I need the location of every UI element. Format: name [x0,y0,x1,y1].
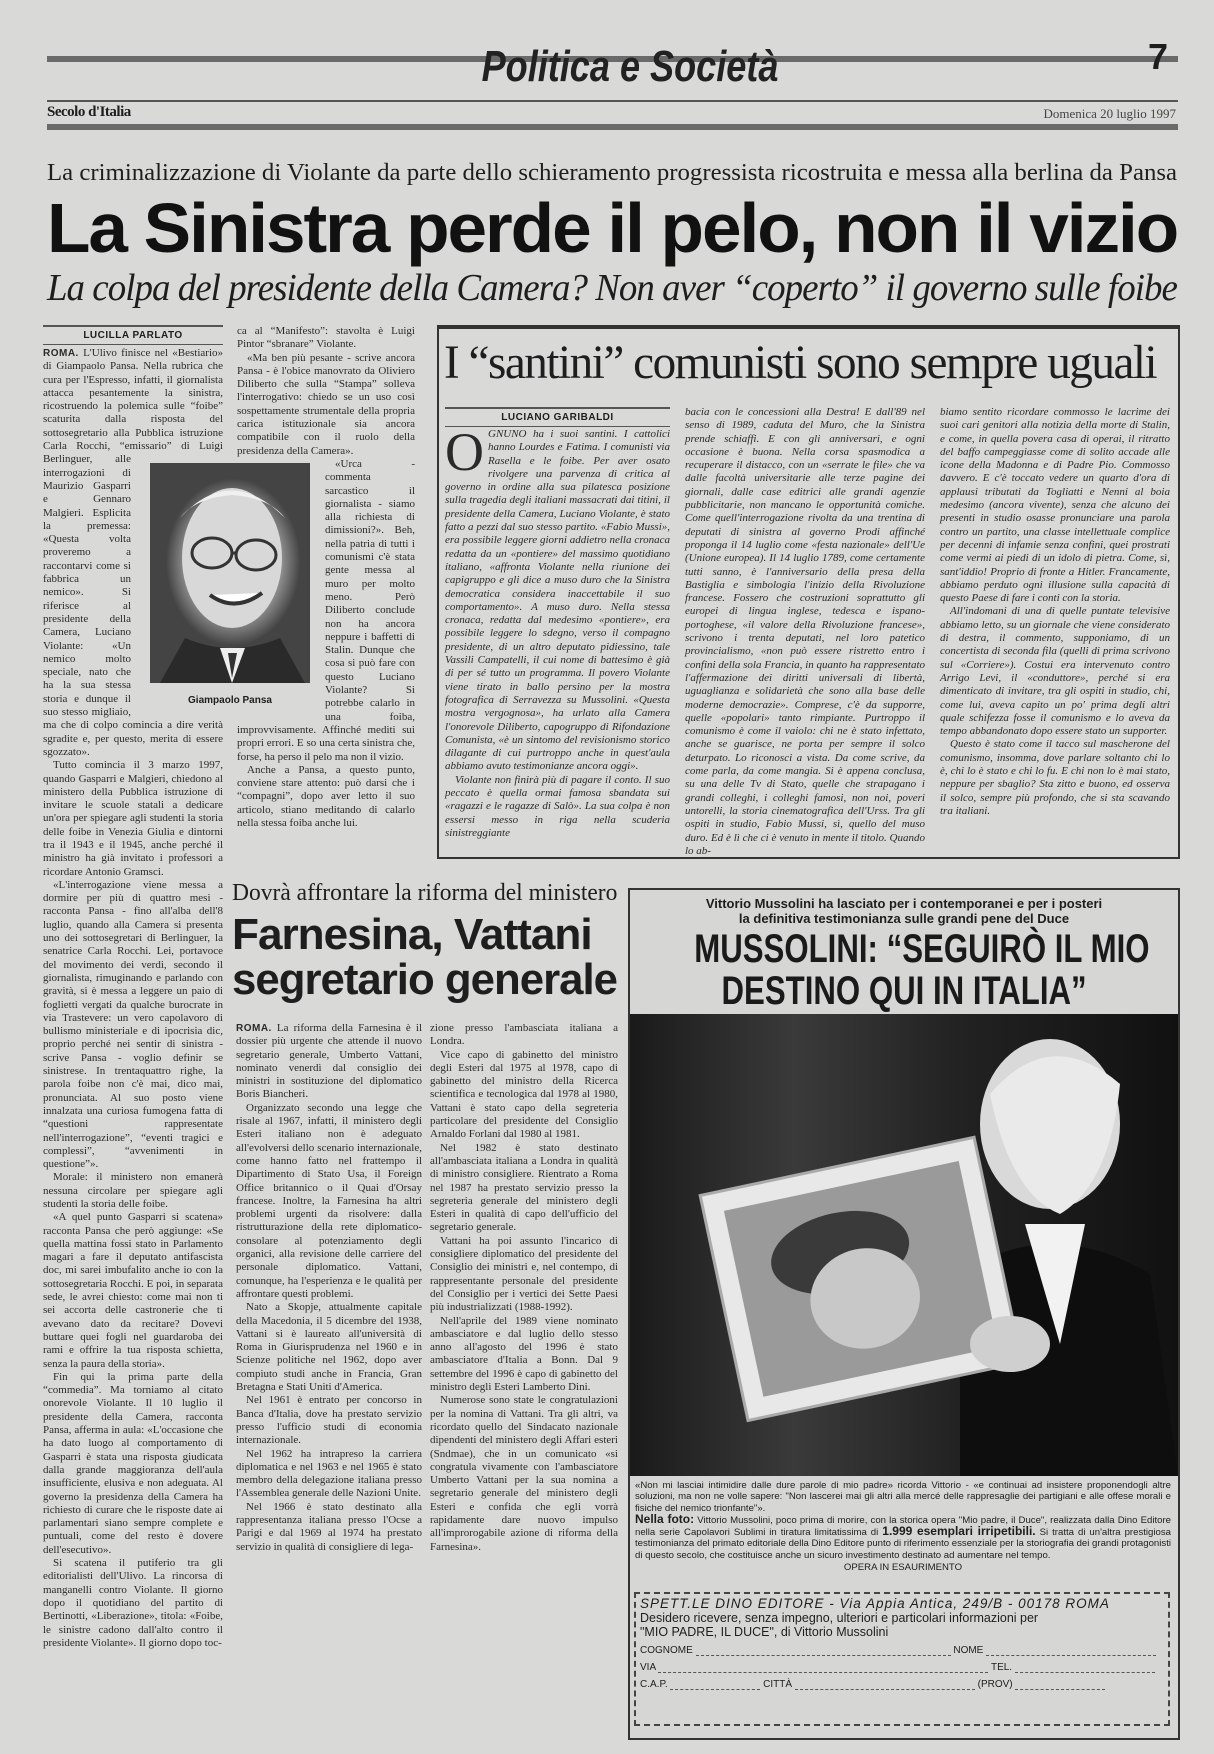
lead-headline-wrap [47,188,1177,268]
santini-column-3 [940,406,1170,846]
paragraph: Questo è stato come il tacco sul mascherone del comunismo, insomma, dove parlare soltanto chi lo è, chi lo è stato e chi lo fu. E chi non lo è mai stato, neppure per sbaglio? Sta zitto e buono, ed osserva il solco, sempre più profondo, che si sta scavando tra italiani. [940,738,1170,817]
paragraph: Violante non finirà più di pagare il conto. Il suo peccato è quella ormai famosa sbandata sui «ragazzi e le ragazze di Salò». La sua colpa è non essersi messo in riga nella scuderia sinistreggiante [445,773,670,839]
zip-label: C.A.P. [640,1679,668,1690]
paragraph: Numerose sono state le congratulazioni per la nomina di Vattani. Tra gli altri, va ricordato quello del Sindacato nazionale dipendenti del ministero degli Affari esteri (Sndmae), che in un comunicato «si congratula vivamente con l'ambasciatore Umberto Vattani per la sua nomina a segretario generale del ministero degli Esteri e confida che egli vorrà rapidamente dare nuovo impulso all'improrogabile azione di riforma della Farnesina». [430,1394,618,1553]
form-address: SPETT.LE DINO EDITORE - Via Appia Antica, 249/B - 00178 ROMA [640,1596,1110,1611]
ad-tagline-line2: la definitiva testimonianza sulle grandi pene del Duce [738,911,1070,926]
paragraph: «Ma ben più pesante - scrive ancora Pansa - è l'obice manovrato da Oliviero Diliberto che sulla “Stampa” solleva l'interrogativo: chiedo se un uso così sospettamente strumentale della propria carica istituzionale sia ancora compatibile con il ruolo della presidenza della Camera». [237,351,415,457]
paragraph: GNUNO ha i suoi santini. I cattolici hanno Lourdes e Fatima. I comunisti via Rasella e le foibe. Per aver osato rivolgere una parvenza di critica al governo in ordine alla sua pilatesca posizione sulla tragedia degli italiani massacrati dai titini, il presidente della Camera, Luciano Violante, è stato fatto a pezzi dal suo stesso partito. «Fabio Mussi», era possibile leggere giorni addietro nella cronaca redatta da un «pontiere» del massimo quotidiano italiano, «affronta Violante nella riunione dei capigruppo e gli dice a muso duro che la Sinistra democratica considera inaccettabile il suo comportamento». A muso duro. Nella stessa cronaca, redatta dal medesimo «pontiere», era possibile leggere lo sdegno, verso il compagno presidente, di un altro deputato pidiessino, tale Vassili Campatelli, il cui nome di battesimo è già di per sé tutto un programma. Il povero Violante viene tirato in ballo persino per la mostra fotografica di Serravezza su Mussolini. «Questa mostra vergognosa», ha urlato alla Camera l'onorevole Diliberto, capogruppo di Rifondazione Comunista, «è un sintomo del revisionismo storico dilagante di cui purtroppo anche in quest'aula abbiamo avuto testimonianze ancora oggi». [445,428,670,773]
name-label: NOME [953,1645,984,1656]
paragraph: «A quel punto Gasparri si scatena» racconta Pansa che però aggiunge: «Se quella mattina fossi stato in Parlamento magari a fare il deputato antifascista doc, mi sarei imbufalito anche io con la sottosegretaria Rocchi. E poi, in separata sede, le avrei chiesto: come mai non ti sei accorta delle castronerie che ti avevano dato da recitare? Dovevi buttare quei fogli nel guardaroba dei rami e offrire la tua risposta schietta, senza la paura della storia». [43,1211,223,1370]
paragraph: bacia con le concessioni alla Destra! E dall'89 nel senso di 1989, caduta del Muro, che la Sinistra prende schiaffi. E con gli anniversari, e ogni occasione è buona. Nella corsa spasmodica a recuperare il distacco, con un «serrate le file» che va dalle facoltà universitarie alle terze pagine dei giornali, dalle case editrici alle grandi agenzie pubblicitarie, non mancano le opportunità comiche. Come quell'interrogazione rivolta da una trentina di deputati di sinistra al governo Prodi affinché proponga il 14 luglio come «festa nazionale» dell'Ue (Unione europea). Il 14 luglio 1789, come certamente tutti sanno, è l'anniversario della presa della Bastiglia e simbologia l'inizio della Rivoluzione francese. Fossero che costruzioni soprattutto gli europei di lingua inglese, tedesca e ispano-portoghese, «il valore della Rivoluzione francese», scrivono i trenta deputati, nel loro patetico provincialismo, «non può essere ristretto entro i confini della sola Francia, in quanto ha rappresentato l'affermazione dei diritti universali di libertà, uguaglianza e solidarietà che sono alla base delle moderne democrazie». Comprese, c'è da supporre, quelle «popolari» tanto rimpiante. Purtroppo il comunismo è come il vaiolo: chi ne è stato infettato, anche se guarisce, ne porta per sempre il solco deturpato. Lo riconosci a vista. Da come scrive, da come parla, da come mangia. Si è appena conclusa, su una delle Tv di Stato, quelle che strapagano i grandi colleghi, i colleghi famosi, non noi, poveri untorelli, la storia cinematografica dell'Urss. Tra gli ospiti in studio, Fabio Mussi, sì, quello del muso duro. Ed è lì che ci è venuto in mente il titolo. Quando lo ab- [685,406,925,857]
santini-headline: I “santini” comunisti sono sempre uguali [444,336,1157,389]
phone-label: TEL. [990,1662,1013,1673]
farnesina-headline-line1: Farnesina, Vattani [232,910,592,959]
section-title: Politica e Società [481,42,779,91]
farnesina-headline-line2: segretario generale [232,955,617,1004]
paragraph: «L'interrogazione viene messa a dormire per più di quattro mesi - racconta Pansa - fino all'alba dell'8 luglio, quando alla Camera si presenta uno dei sottosegretari di Berlinguer, la senatrice Carla Rocchi. Lei, portavoce del movimento dei verdi, secondo il giornalista, rimuginando e parlando con gravità, si è messa a leggere un paio di foglietti vergati da qualche burocrate in via Trastevere: un vero capolavoro di bullismo ministeriale e di ipocrisia dic, proprio perché nei sentir di sinistra - scrive Pansa - voglio definir se sinistrese. In trentaquattro righe, la parola foibe non c'è mai, dico mai, pronunciata. Al suo posto viene innalzata una curiosa fumogena fatta di “questioni rappresentate nell'interrogazione”, “eventi tragici e complessi”, “avvenimenti in questione”». [43,878,223,1171]
farnesina-headline-1-wrap [232,910,592,960]
lead-kicker-wrap [47,160,1177,187]
paragraph: L'Ulivo finisce nel «Bestiario» di Giampaolo Pansa. Nella rubrica che cura per l'Espresso, infatti, il giornalista attacca pesantemente la sinistra, ricostruendo la polemica sulle “foibe” scaturita dalla risposta del sottosegretario alla Pubblica istruzione Carla Rocchi, “emissario” di Luigi Berlinguer, alle interrogazioni di Maurizio Gasparri e Gennaro Malgieri. Esplicita la premessa: «Questa volta proveremo a raccontarvi come si fabbrica un nemico». Si riferisce al presidente della Camera, Luciano Violante: «Un nemico molto speciale, nato che ha la sua stessa storia e dunque il suo stesso migliaio, ma che di colpo comincia a dire verità sgradite e, per questo, merita di essere sgozzato». [43,347,223,758]
pansa-photo [150,463,310,683]
paragraph: Nel 1962 ha intrapreso la carriera diplomatica e nel 1963 e nel 1965 è stato membro della delegazione italiana presso l'Assemblea generale delle Nazioni Unite. [236,1447,422,1500]
farnesina-dateline: ROMA. [236,1023,272,1034]
ad-stock-note: OPERA IN ESAURIMENTO [843,1562,963,1574]
form-row-names [640,1645,1164,1656]
zip-field[interactable] [670,1679,760,1690]
name-field[interactable] [986,1645,1156,1656]
paragraph: Nel 1982 è stato destinato all'ambasciata italiana a Londra in qualità di ministro consigliere. Rientrato a Roma nel 1987 ha prestato servizio presso la segreteria generale del ministero degli Esteri in qualità di capo dell'ufficio del segretario generale. [430,1141,618,1234]
ad-caption [635,1480,1171,1573]
paragraph: Organizzato secondo una legge che risale al 1967, infatti, il ministero degli Esteri italiano non è adeguato all'evolversi dello scenario internazionale, come hanno fatto nel frattempo il Dipartimento di Stato Usa, il Foreign Office britannico o il Quai d'Orsay francese. Inoltre, la Farnesina ha altri problemi urgenti da risolvere: dalla ristrutturazione della rete diplomatico-consolare al potenziamento degli organici, alla revisione delle carriere del personale diplomatico. Vattani, comunque, ha l'esperienza e le qualità per affrontare questi problemi. [236,1101,422,1300]
form-row-city [640,1679,1164,1690]
lead-byline: LUCILLA PARLATO [43,325,223,345]
form-title: "MIO PADRE, IL DUCE", di Vittorio Mussolini [640,1625,889,1639]
santini-byline: LUCIANO GARIBALDI [445,407,670,427]
ad-photo-description [635,1511,1171,1561]
farnesina-column-2 [430,1022,618,1744]
ad-edition: 1.999 esemplari irripetibili. [882,1524,1036,1539]
ad-headline-line2: DESTINO QUI IN ITALIA” [721,969,1087,1013]
paragraph: «Urca - commenta sarcastico il giornalista - siamo alla richiesta di dimissioni?». Beh, nella patria di tutti i comunismi c'è stata gente messa al muro per molto meno. Però Diliberto conclude non ha ancora neppure i baffetti di Stalin. Dunque che cosa si può fare con questo Luciano Violante? Si potrebbe calarlo in una foiba, improvvisamente. Affinché mediti sui propri errori. E so una certa sinistra che, forse, ha perso il pelo ma non il vizio. [237,457,415,763]
ad-tagline [630,896,1178,926]
paragraph: biamo sentito ricordare commosso le lacrime dei suoi cari genitori alla notizia della morte di Stalin, e come, in quella povera casa di operai, il ritratto del baffo campeggiasse come di solito accade alle icone della Madonna e di Padre Pio. Commosso davvero. E c'è toccato vedere un quarto d'ora di applausi tributati da Togliatti e Nenni al boia medesimo (ancora vivente), senza che alcuno dei presenti in studio osasse pronunciare una parola contro un partito, una classe intellettuale complice per decenni di infamie senza confini, quei prostrati come vermi ai piedi di un idolo di pietra. Come, sì, sant'iddio! Proprio di fronte a Hitler. Francamente, abbiamo perduto ogni illusione sulla capacità di questo Paese di fare i conti con la storia. [940,406,1170,605]
paragraph: Nel 1966 è stato destinato alla rappresentanza italiana presso l'Ocse a Parigi e dal 1969 al 1974 ha prestato servizio in qualità di consigliere di lega- [236,1500,422,1553]
pansa-photo-caption: Giampaolo Pansa [188,695,272,706]
surname-label: COGNOME [640,1645,693,1656]
paragraph: Nato a Skopje, attualmente capitale della Macedonia, il 5 dicembre del 1938, Vattani si è laureato all'università di Roma in Giurisprudenza nel 1960 e in Scienze politiche nel 1962, dopo aver compiuto studi anche in Francia, Gran Bretagna e Stati Uniti d'America. [236,1301,422,1394]
province-field[interactable] [1015,1679,1105,1690]
vittorio-mussolini-photo [630,1014,1178,1476]
surname-field[interactable] [696,1645,951,1656]
street-field[interactable] [658,1662,988,1673]
paragraph: Morale: il ministero non emanerà nessuna circolare per spiegare agli studenti la storia delle foibe. [43,1171,223,1210]
farnesina-kicker-wrap [232,880,617,907]
santini-column-2 [685,406,925,857]
ad-headline-line1: MUSSOLINI: “SEGUIRÒ IL MIO [694,927,1150,971]
farnesina-kicker: Dovrà affrontare la riforma del ministero [232,880,618,906]
paragraph: All'indomani di una di quelle puntate televisive abbiamo letto, su un giornale che viene considerato di destra, il commento, supponiamo, di un concertista di seconda fila (quelli di prima scrivono sul «Corriere»). Costui era intervenuto contro Arrigo Levi, il «conduttore», perché si era dimenticato di invitare, tra gli ospiti in studio, chi, come lui, aveva capito un po' prima degli altri quale schifezza fosse il comunismo e lo aveva da tempo abbandonato dopo essere stato un supporter. [940,605,1170,738]
paragraph: Fin qui la prima parte della “commedia”. Ma torniamo al citato onorevole Violante. Il 10 luglio il presidente della Camera, racconta Pansa, afferma in aula: «L'occasione che ha dato luogo al comportamento di Gasparri è stata una risposta giudicata dalla grande maggioranza dell'aula insufficiente, elusiva e non adeguata. Al governo la presidenza della Camera ha richiesto di curare che le risposte date ai parlamentari siano sempre complete e puntuali, come del resto è dovere dell'esecutivo». [43,1370,223,1556]
ad-quote: «Non mi lasciai intimidire dalle dure parole di mio padre» ricorda Vittorio - «e continuai ad insistere proponendogli altre soluzioni, ma non ne volle sapere: "Non lascerei mai gli altri alla mercé delle rappresaglie dei partigiani e alle offese morali e fisiche del nemico trionfante"». [635,1480,1171,1514]
paragraph: ca al “Manifesto”: stavolta è Luigi Pintor “sbranare” Violante. [237,325,415,351]
santini-headline-wrap [444,335,1156,390]
ad-photo-text2: Si tratta di un'altra prestigiosa testimonianza del primato editoriale della Dino Editore punto di riferimento essenziale per la storiografia dei grandi protagonisti di questo secolo, che costituisce anche un sicuro investimento destinato ad aumentare nel tempo. [635,1527,1171,1561]
ad-tagline-line1: Vittorio Mussolini ha lasciato per i contemporanei e per i posteri [705,896,1103,911]
paragraph: Anche a Pansa, a questo punto, conviene stare attento: può darsi che i “compagni”, dopo aver letto il suo articolo, stiano meditando di calarlo nella stessa foiba anche lui. [237,763,415,829]
city-field[interactable] [795,1679,975,1690]
lead-subhead: La colpa del presidente della Camera? Non aver “coperto” il governo sulle foibe [47,267,1177,309]
province-label: (PROV) [977,1679,1013,1690]
page-number: 7 [1148,36,1169,77]
man-with-book-icon [630,1014,1178,1476]
drop-cap: O [445,422,484,482]
paragraph: Vice capo di gabinetto del ministro degli Esteri dal 1975 al 1978, capo di gabinetto del ministro della Ricerca scientifica e tecnologica dal 1978 al 1980, Vattani è stato capo della segreteria particolare del presidente del Consiglio Arnaldo Forlani dal 1980 al 1981. [430,1048,618,1141]
form-request: Desidero ricevere, senza impegno, ulteriori e particolari informazioni per [640,1611,1039,1625]
phone-field[interactable] [1015,1662,1155,1673]
ad-headline [630,928,1178,1012]
ad-order-form [634,1592,1170,1726]
masthead-rule [47,100,1178,102]
city-label: CITTÀ [763,1679,793,1690]
paragraph: La riforma della Farnesina è il dossier più urgente che attende il nuovo segretario generale, Umberto Vattani, nominato venerdì dal consiglio dei ministri in sostituzione del diplomatico Boris Biancheri. [236,1022,422,1101]
lead-headline: La Sinistra perde il pelo, non il vizio [47,189,1178,267]
masthead-rule-bottom [47,124,1178,130]
santini-column-1 [445,422,670,846]
paragraph: Nell'aprile del 1989 viene nominato ambasciatore e dal luglio dello stesso anno all'agosto del 1996 è stato ambasciatore d'Italia a Bonn. Dal 9 settembre del 1996 è capo di gabinetto del ministro degli Esteri Lamberto Dini. [430,1314,618,1394]
issue-date: Domenica 20 luglio 1997 [1043,106,1176,121]
newspaper-name: Secolo d'Italia [47,104,131,120]
farnesina-column-1 [236,1022,422,1744]
paragraph: Tutto comincia il 3 marzo 1997, quando Gasparri e Malgieri, chiedono al ministero della Pubblica istruzione di invitare le scuole statali a dedicare un'ora per spiegare agli studenti la storia delle foibe in Venezia Giulia e dintorni tra il 1943 e il 1945, anche perché il ministro ha già invitato i professori a ricordare Antonio Gramsci. [43,759,223,878]
lead-kicker: La criminalizzazione di Violante da parte dello schieramento progressista ricostruita e messa alla berlina da Pansa [47,160,1178,186]
farnesina-headline-2-wrap [232,955,617,1005]
ad-photo-text: Vittorio Mussolini, poco prima di morire, con la storica opera "Mio padre, il Duce", realizzata dalla Dino Editore nella serie Capolavori Sublimi in tiratura limitatissima di [635,1514,1171,1539]
lead-subhead-wrap [47,266,1177,310]
ad-photo-label: Nella foto: [635,1511,695,1526]
lead-dateline: ROMA. [43,348,79,359]
paragraph: Vattani ha poi assunto l'incarico di consigliere diplomatico del presidente del Consiglio dei ministri e, nel contempo, di rappresentante personale del presidente del Consiglio per i vertici dei Sette Paesi più industrializzati (1988-1992). [430,1234,618,1314]
paragraph: zione presso l'ambasciata italiana a Londra. [430,1022,618,1048]
portrait-icon [150,463,310,683]
street-label: VIA [640,1662,656,1673]
paragraph: Si scatena il putiferio tra gli editorialisti dell'Ulivo. La rincorsa di manganelli contro Violante. Il giorno dopo il quotidiano del partito di Bertinotti, «Liberazione», titola: «Foibe, le sinistre cadono dall'alto contro il presidente Violante». Il giorno dopo toc- [43,1557,223,1649]
paragraph: Nel 1961 è entrato per concorso in Banca d'Italia, dove ha prestato servizio presso l'ufficio studi di economia internazionale. [236,1394,422,1447]
form-row-address [640,1662,1164,1673]
mussolini-advertisement [628,888,1180,1740]
